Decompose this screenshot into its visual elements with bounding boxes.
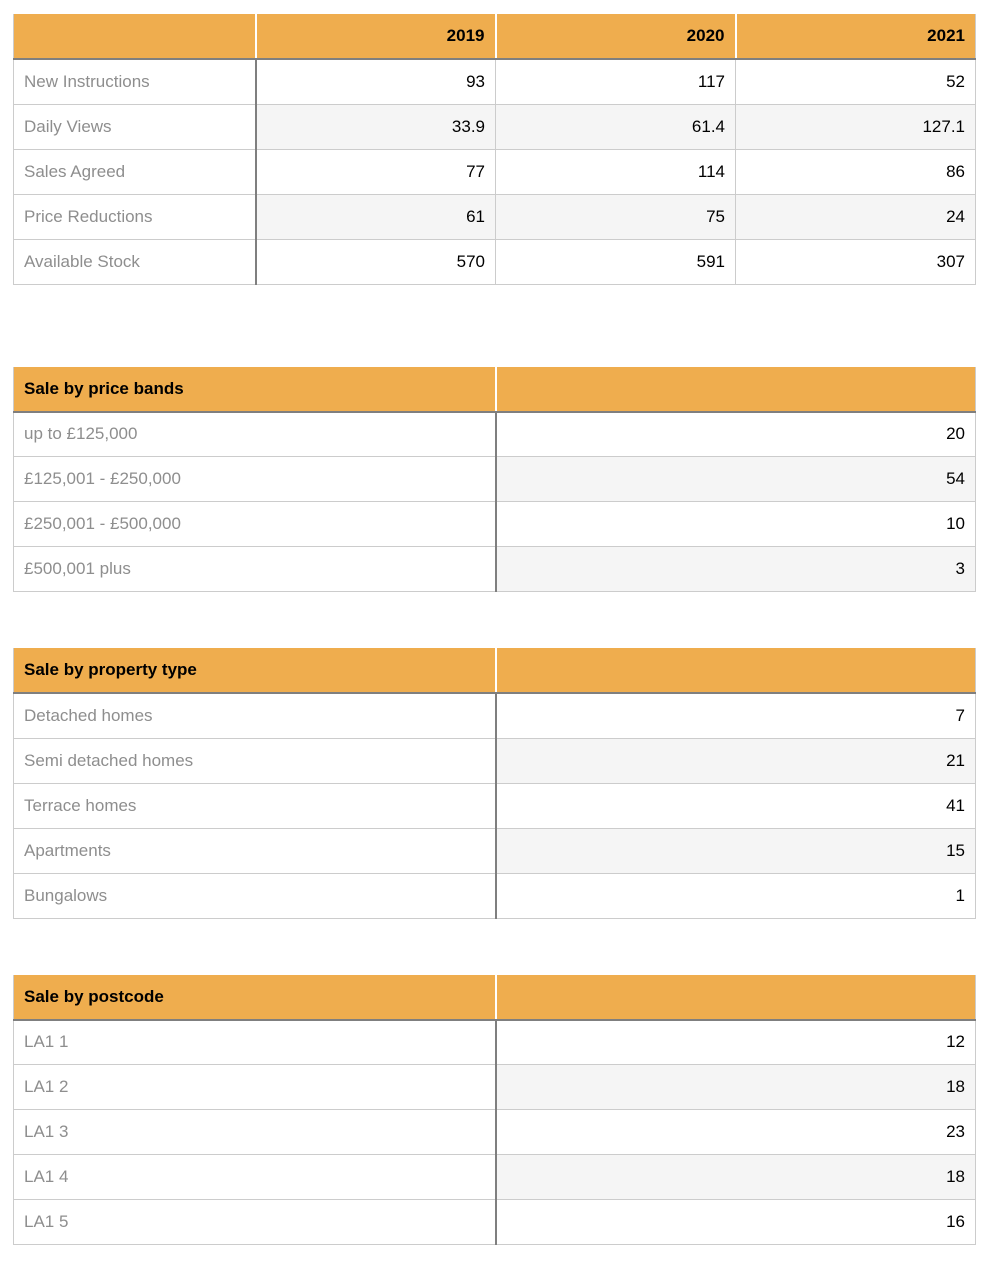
property-type-table [13, 648, 976, 919]
header-spacer [496, 648, 976, 693]
cell-value: 7 [496, 693, 976, 738]
column-header-2020: 2020 [496, 14, 736, 59]
table-row [14, 828, 976, 873]
row-label: £250,001 - £500,000 [14, 502, 496, 547]
property-type-header-row [14, 648, 976, 693]
row-label: Price Reductions [14, 194, 256, 239]
yearly-header-row [14, 14, 976, 59]
cell-value: 10 [496, 502, 976, 547]
cell-value: 20 [496, 412, 976, 457]
row-label: Daily Views [14, 104, 256, 149]
table-row [14, 1065, 976, 1110]
cell-value: 18 [496, 1155, 976, 1200]
row-label: LA1 4 [14, 1155, 496, 1200]
cell-value: 24 [736, 194, 976, 239]
cell-value: 93 [256, 59, 496, 104]
table-row [14, 693, 976, 738]
cell-value: 61 [256, 194, 496, 239]
cell-value: 77 [256, 149, 496, 194]
table-row [14, 239, 976, 284]
row-label: £500,001 plus [14, 547, 496, 592]
row-label: LA1 2 [14, 1065, 496, 1110]
row-label: Terrace homes [14, 783, 496, 828]
row-label: Semi detached homes [14, 738, 496, 783]
postcode-table [13, 975, 976, 1246]
table-row [14, 457, 976, 502]
table-row [14, 1020, 976, 1065]
cell-value: 1 [496, 873, 976, 918]
table-row [14, 194, 976, 239]
row-label: Apartments [14, 828, 496, 873]
section-title-property-type: Sale by property type [14, 648, 496, 693]
postcode-header-row [14, 975, 976, 1020]
row-label: up to £125,000 [14, 412, 496, 457]
table-row [14, 1110, 976, 1155]
section-title-price-bands: Sale by price bands [14, 367, 496, 412]
row-label: Detached homes [14, 693, 496, 738]
cell-value: 127.1 [736, 104, 976, 149]
cell-value: 570 [256, 239, 496, 284]
cell-value: 21 [496, 738, 976, 783]
column-header-2019: 2019 [256, 14, 496, 59]
table-row [14, 738, 976, 783]
yearly-corner-cell [14, 14, 256, 59]
cell-value: 16 [496, 1200, 976, 1245]
row-label: Sales Agreed [14, 149, 256, 194]
row-label: Available Stock [14, 239, 256, 284]
cell-value: 117 [496, 59, 736, 104]
row-label: LA1 1 [14, 1020, 496, 1065]
table-row [14, 59, 976, 104]
cell-value: 41 [496, 783, 976, 828]
row-label: LA1 5 [14, 1200, 496, 1245]
table-row [14, 1200, 976, 1245]
sales-report [0, 14, 996, 1245]
cell-value: 52 [736, 59, 976, 104]
table-row [14, 873, 976, 918]
cell-value: 18 [496, 1065, 976, 1110]
header-spacer [496, 975, 976, 1020]
row-label: Bungalows [14, 873, 496, 918]
cell-value: 33.9 [256, 104, 496, 149]
cell-value: 54 [496, 457, 976, 502]
table-row [14, 412, 976, 457]
row-label: LA1 3 [14, 1110, 496, 1155]
yearly-stats-table [13, 14, 976, 285]
table-row [14, 149, 976, 194]
table-row [14, 547, 976, 592]
cell-value: 307 [736, 239, 976, 284]
table-row [14, 104, 976, 149]
header-spacer [496, 367, 976, 412]
table-row [14, 502, 976, 547]
row-label: £125,001 - £250,000 [14, 457, 496, 502]
section-title-postcode: Sale by postcode [14, 975, 496, 1020]
price-bands-header-row [14, 367, 976, 412]
column-header-2021: 2021 [736, 14, 976, 59]
cell-value: 591 [496, 239, 736, 284]
table-row [14, 783, 976, 828]
cell-value: 114 [496, 149, 736, 194]
cell-value: 61.4 [496, 104, 736, 149]
cell-value: 3 [496, 547, 976, 592]
cell-value: 86 [736, 149, 976, 194]
cell-value: 75 [496, 194, 736, 239]
cell-value: 23 [496, 1110, 976, 1155]
price-bands-table [13, 367, 976, 593]
cell-value: 12 [496, 1020, 976, 1065]
row-label: New Instructions [14, 59, 256, 104]
cell-value: 15 [496, 828, 976, 873]
table-row [14, 1155, 976, 1200]
